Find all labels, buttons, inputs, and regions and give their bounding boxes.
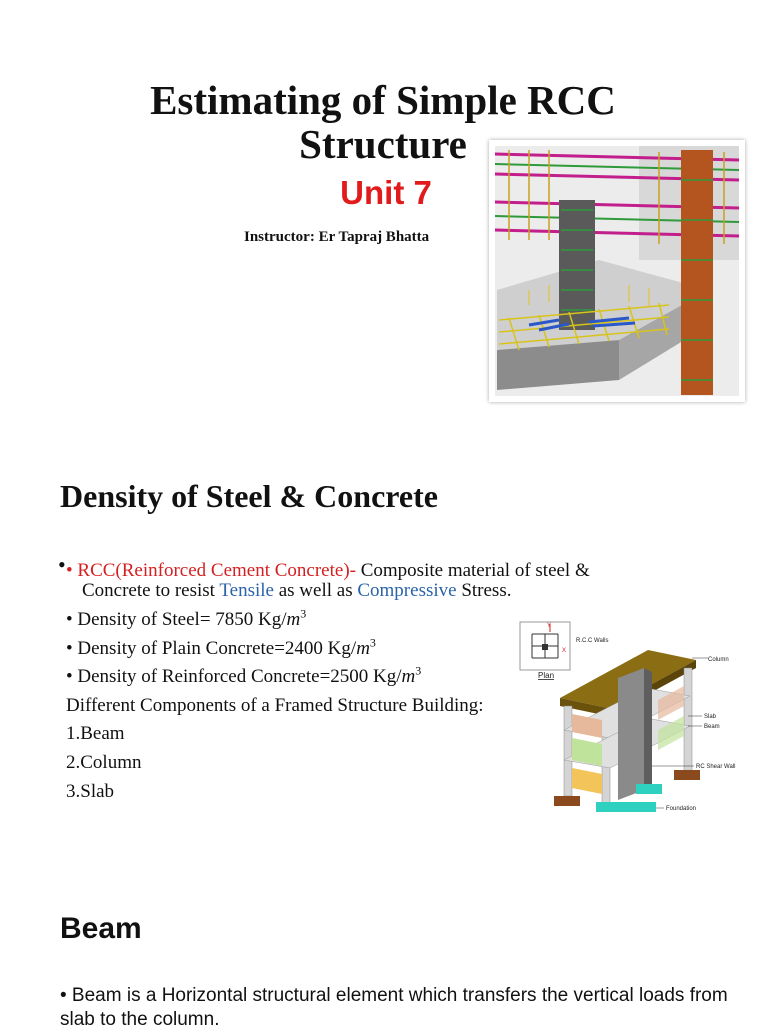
density-plain-text: • Density of Plain Concrete=2400 Kg/ bbox=[66, 638, 357, 659]
empty-bullet: • bbox=[58, 552, 66, 577]
density-reinforced-concrete bbox=[66, 665, 421, 689]
rcc-walls-label: R.C.C Walls bbox=[576, 638, 609, 644]
axis-y-label: Y bbox=[547, 623, 552, 629]
slab-label: Slab bbox=[704, 714, 717, 720]
rcc-term: • RCC(Reinforced Cement Concrete)- bbox=[66, 560, 356, 581]
density-plain-exp: 3 bbox=[369, 635, 376, 650]
density-reinforced-unit: m bbox=[401, 666, 416, 687]
component-beam: 1.Beam bbox=[66, 723, 125, 744]
density-steel-text: • Density of Steel= 7850 Kg/ bbox=[66, 609, 287, 630]
beam-heading: Beam bbox=[60, 912, 142, 945]
column-label: Column bbox=[708, 657, 729, 663]
shear-wall-label: RC Shear Wall bbox=[696, 764, 736, 770]
beam-label: Beam bbox=[704, 724, 720, 730]
rebar-3d-illustration-svg bbox=[489, 140, 745, 402]
density-plain-concrete bbox=[66, 637, 376, 661]
component-slab: 3.Slab bbox=[66, 781, 115, 802]
framed-structure-svg bbox=[518, 620, 748, 816]
rcc-text1: Composite material of steel & bbox=[355, 560, 590, 581]
framed-structure-diagram bbox=[518, 620, 748, 816]
rcc-text4: Stress. bbox=[456, 580, 512, 601]
beam-definition: • Beam is a Horizontal structural element which transfers the vertical loads from slab to the column. bbox=[60, 985, 728, 1030]
page-title: Estimating of Simple RCC Structure bbox=[150, 77, 616, 167]
rebar-3d-illustration bbox=[489, 140, 745, 402]
density-steel bbox=[66, 608, 306, 632]
rcc-text2: Concrete to resist bbox=[82, 580, 220, 601]
plan-label: Plan bbox=[538, 671, 555, 680]
density-heading: Density of Steel & Concrete bbox=[60, 478, 438, 514]
density-reinforced-exp: 3 bbox=[415, 663, 422, 678]
density-plain-unit: m bbox=[356, 638, 370, 659]
components-intro: Different Components of a Framed Structure Building: bbox=[66, 695, 484, 716]
foundation-label: Foundation bbox=[666, 806, 697, 812]
density-steel-exp: 3 bbox=[300, 606, 307, 621]
unit-label: Unit 7 bbox=[340, 174, 432, 211]
instructor-label: Instructor: Er Tapraj Bhatta bbox=[244, 229, 430, 245]
tensile-keyword: Tensile bbox=[219, 580, 274, 601]
density-steel-unit: m bbox=[286, 609, 301, 630]
rcc-definition-line2 bbox=[82, 579, 511, 603]
rcc-text3: as well as bbox=[273, 580, 358, 601]
axis-x-label: X bbox=[562, 648, 567, 654]
component-column: 2.Column bbox=[66, 752, 142, 773]
compressive-keyword: Compressive bbox=[357, 580, 457, 601]
density-reinforced-text: • Density of Reinforced Concrete=2500 Kg/ bbox=[66, 666, 402, 687]
